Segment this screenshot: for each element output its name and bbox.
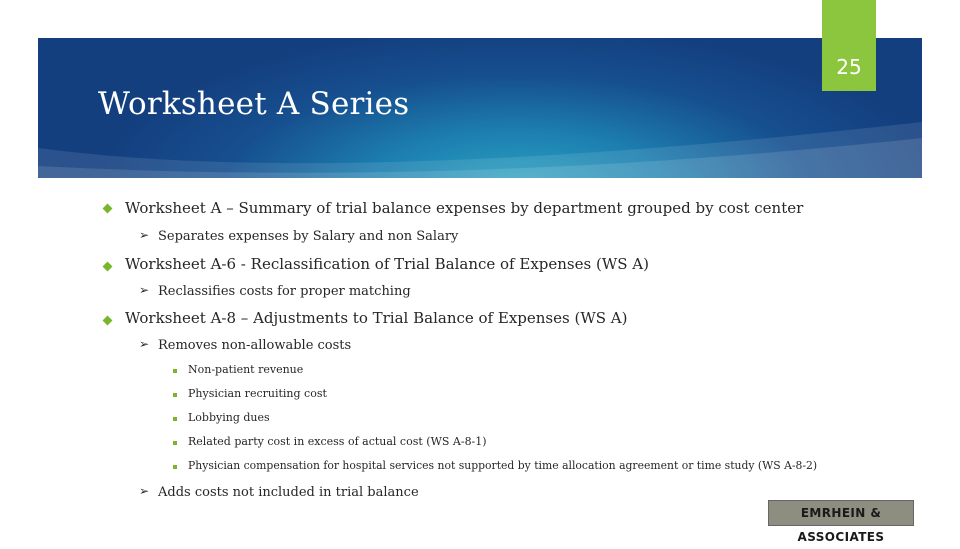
- slide-number-badge: [822, 0, 876, 91]
- diamond-bullet-icon: [103, 316, 113, 326]
- diamond-bullet-icon: [103, 262, 113, 272]
- list-item: Separates expenses by Salary and non Salary: [158, 229, 459, 244]
- slide-number: 25: [836, 55, 862, 79]
- square-bullet-icon: [173, 417, 177, 421]
- square-bullet-icon: [173, 393, 177, 397]
- list-item: Worksheet A-8 – Adjustments to Trial Balance of Expenses (WS A): [125, 309, 628, 327]
- arrow-bullet-icon: ➢: [139, 337, 150, 351]
- page-title: Worksheet A Series: [98, 86, 410, 122]
- list-item: Non-patient revenue: [188, 363, 304, 376]
- square-bullet-icon: [173, 441, 177, 445]
- diamond-bullet-icon: [103, 204, 113, 214]
- list-item: Worksheet A-6 - Reclassification of Trial Balance of Expenses (WS A): [125, 255, 649, 273]
- arrow-bullet-icon: ➢: [139, 484, 150, 498]
- company-logo: EMRHEIN & ASSOCIATES: [768, 500, 914, 526]
- list-item: Worksheet A – Summary of trial balance expenses by department grouped by cost center: [125, 199, 804, 217]
- list-item: Physician compensation for hospital services not supported by time allocation agreement or time study (WS A-8-2): [188, 459, 818, 472]
- list-item: Reclassifies costs for proper matching: [158, 284, 411, 299]
- list-item: Related party cost in excess of actual cost (WS A-8-1): [188, 435, 487, 448]
- list-item: Lobbying dues: [188, 411, 270, 424]
- list-item: Physician recruiting cost: [188, 387, 327, 400]
- list-item: Adds costs not included in trial balance: [158, 485, 419, 500]
- arrow-bullet-icon: ➢: [139, 283, 150, 297]
- square-bullet-icon: [173, 465, 177, 469]
- square-bullet-icon: [173, 369, 177, 373]
- list-item: Removes non-allowable costs: [158, 338, 352, 353]
- arrow-bullet-icon: ➢: [139, 228, 150, 242]
